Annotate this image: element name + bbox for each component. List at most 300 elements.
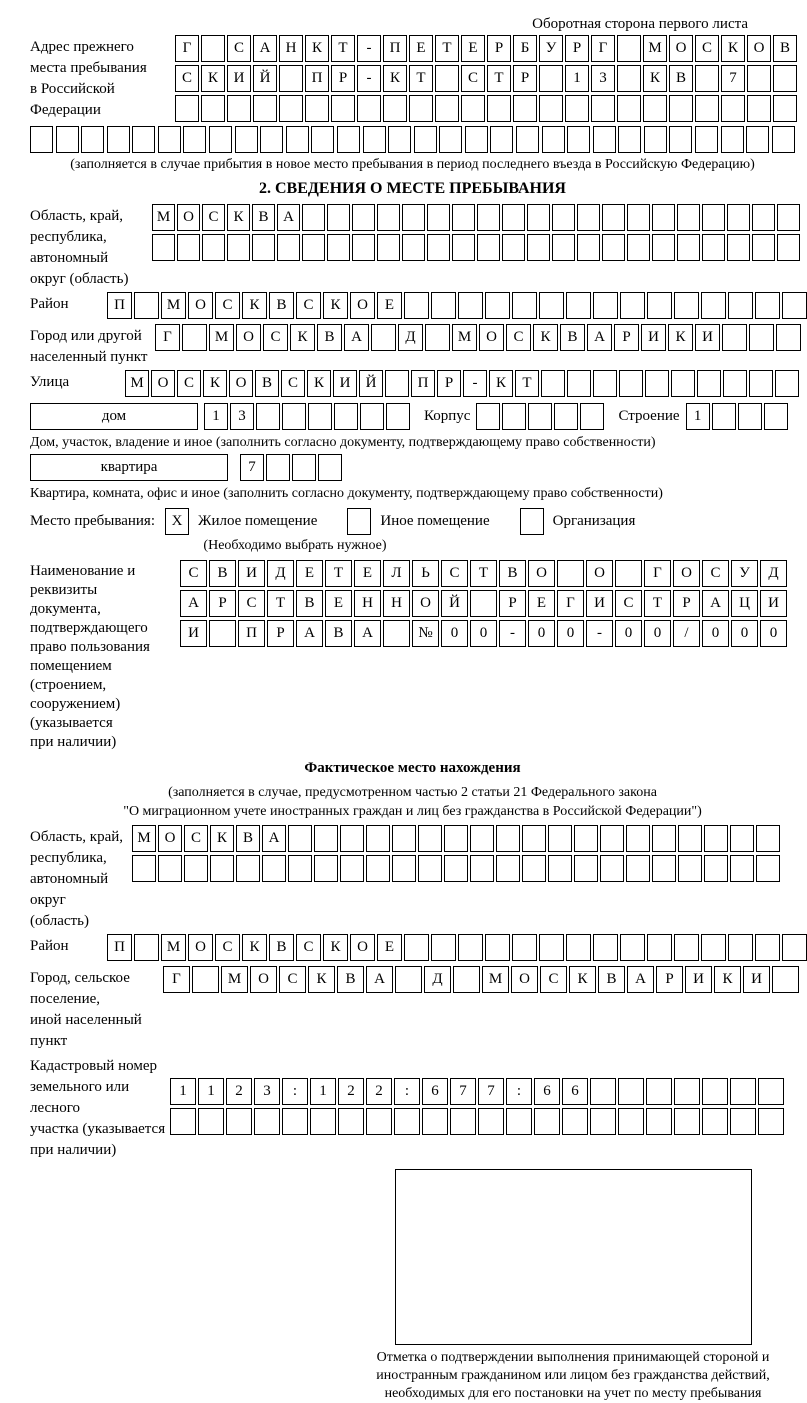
- char-cell[interactable]: [461, 95, 485, 122]
- char-cell[interactable]: [528, 403, 552, 430]
- char-cell[interactable]: [314, 825, 338, 852]
- char-cell[interactable]: №: [412, 620, 439, 647]
- char-cell[interactable]: [152, 234, 175, 261]
- char-cell[interactable]: С: [702, 560, 729, 587]
- char-cell[interactable]: [402, 204, 425, 231]
- char-cell[interactable]: [260, 126, 283, 153]
- char-cell[interactable]: [418, 855, 442, 882]
- char-cell[interactable]: [453, 966, 480, 993]
- char-cell[interactable]: [697, 370, 721, 397]
- char-cell[interactable]: Г: [557, 590, 584, 617]
- char-cell[interactable]: [377, 234, 400, 261]
- char-cell[interactable]: [565, 95, 589, 122]
- char-cell[interactable]: [756, 825, 780, 852]
- char-cell[interactable]: С: [296, 292, 321, 319]
- char-cell[interactable]: О: [528, 560, 555, 587]
- char-cell[interactable]: [539, 292, 564, 319]
- char-cell[interactable]: [427, 234, 450, 261]
- char-cell[interactable]: В: [669, 65, 693, 92]
- char-cell[interactable]: [282, 1108, 308, 1135]
- char-cell[interactable]: [747, 65, 771, 92]
- char-cell[interactable]: [465, 126, 488, 153]
- char-cell[interactable]: Й: [253, 65, 277, 92]
- char-cell[interactable]: -: [499, 620, 526, 647]
- char-cell[interactable]: [671, 370, 695, 397]
- char-cell[interactable]: [674, 292, 699, 319]
- char-cell[interactable]: [727, 234, 750, 261]
- char-cell[interactable]: [288, 855, 312, 882]
- char-cell[interactable]: Ь: [412, 560, 439, 587]
- char-cell[interactable]: [404, 934, 429, 961]
- char-cell[interactable]: 2: [338, 1078, 364, 1105]
- char-cell[interactable]: А: [344, 324, 369, 351]
- char-cell[interactable]: Р: [656, 966, 683, 993]
- char-cell[interactable]: [512, 292, 537, 319]
- char-cell[interactable]: [338, 1108, 364, 1135]
- char-cell[interactable]: [712, 403, 736, 430]
- char-cell[interactable]: [478, 1108, 504, 1135]
- char-cell[interactable]: [652, 204, 675, 231]
- char-cell[interactable]: [775, 370, 799, 397]
- char-cell[interactable]: [600, 855, 624, 882]
- char-cell[interactable]: О: [669, 35, 693, 62]
- char-cell[interactable]: [730, 825, 754, 852]
- char-cell[interactable]: Е: [461, 35, 485, 62]
- char-cell[interactable]: П: [238, 620, 265, 647]
- char-cell[interactable]: 7: [478, 1078, 504, 1105]
- char-cell[interactable]: [730, 1078, 756, 1105]
- char-cell[interactable]: [516, 126, 539, 153]
- char-cell[interactable]: С: [227, 35, 251, 62]
- char-cell[interactable]: К: [227, 204, 250, 231]
- char-cell[interactable]: [615, 560, 642, 587]
- char-cell[interactable]: [452, 234, 475, 261]
- char-cell[interactable]: [431, 934, 456, 961]
- char-cell[interactable]: Т: [644, 590, 671, 617]
- char-cell[interactable]: [337, 126, 360, 153]
- char-cell[interactable]: С: [695, 35, 719, 62]
- char-cell[interactable]: [394, 1108, 420, 1135]
- char-cell[interactable]: [577, 204, 600, 231]
- char-cell[interactable]: [496, 825, 520, 852]
- char-cell[interactable]: [539, 95, 563, 122]
- char-cell[interactable]: П: [305, 65, 329, 92]
- char-cell[interactable]: [627, 234, 650, 261]
- char-cell[interactable]: Н: [354, 590, 381, 617]
- char-cell[interactable]: [602, 234, 625, 261]
- char-cell[interactable]: [746, 126, 769, 153]
- char-cell[interactable]: А: [253, 35, 277, 62]
- char-cell[interactable]: [311, 126, 334, 153]
- char-cell[interactable]: 2: [226, 1078, 252, 1105]
- char-cell[interactable]: [502, 234, 525, 261]
- char-cell[interactable]: [513, 95, 537, 122]
- char-cell[interactable]: [107, 126, 130, 153]
- char-cell[interactable]: [302, 204, 325, 231]
- char-cell[interactable]: [184, 855, 208, 882]
- char-cell[interactable]: [747, 95, 771, 122]
- char-cell[interactable]: [134, 934, 159, 961]
- char-cell[interactable]: [182, 324, 207, 351]
- char-cell[interactable]: Р: [673, 590, 700, 617]
- char-cell[interactable]: О: [673, 560, 700, 587]
- char-cell[interactable]: [458, 292, 483, 319]
- char-cell[interactable]: М: [221, 966, 248, 993]
- char-cell[interactable]: С: [540, 966, 567, 993]
- char-cell[interactable]: [470, 855, 494, 882]
- char-cell[interactable]: [425, 324, 450, 351]
- char-cell[interactable]: 0: [702, 620, 729, 647]
- char-cell[interactable]: К: [533, 324, 558, 351]
- char-cell[interactable]: К: [721, 35, 745, 62]
- char-cell[interactable]: [56, 126, 79, 153]
- char-cell[interactable]: [452, 204, 475, 231]
- char-cell[interactable]: [385, 370, 409, 397]
- char-cell[interactable]: [777, 204, 800, 231]
- char-cell[interactable]: К: [668, 324, 693, 351]
- char-cell[interactable]: 6: [422, 1078, 448, 1105]
- char-cell[interactable]: [646, 1078, 672, 1105]
- char-cell[interactable]: [305, 95, 329, 122]
- char-cell[interactable]: [702, 204, 725, 231]
- checkbox-organizatsiya[interactable]: [520, 508, 544, 535]
- char-cell[interactable]: О: [250, 966, 277, 993]
- char-cell[interactable]: [593, 292, 618, 319]
- char-cell[interactable]: [577, 234, 600, 261]
- char-cell[interactable]: Т: [325, 560, 352, 587]
- char-cell[interactable]: П: [383, 35, 407, 62]
- char-cell[interactable]: [617, 95, 641, 122]
- char-cell[interactable]: Г: [155, 324, 180, 351]
- char-cell[interactable]: Р: [565, 35, 589, 62]
- char-cell[interactable]: К: [383, 65, 407, 92]
- char-cell[interactable]: О: [188, 292, 213, 319]
- char-cell[interactable]: [566, 934, 591, 961]
- char-cell[interactable]: О: [479, 324, 504, 351]
- char-cell[interactable]: [409, 95, 433, 122]
- char-cell[interactable]: [366, 1108, 392, 1135]
- char-cell[interactable]: А: [702, 590, 729, 617]
- char-cell[interactable]: [226, 1108, 252, 1135]
- char-cell[interactable]: С: [279, 966, 306, 993]
- char-cell[interactable]: [277, 234, 300, 261]
- char-cell[interactable]: [201, 35, 225, 62]
- char-cell[interactable]: [752, 234, 775, 261]
- char-cell[interactable]: [282, 403, 306, 430]
- char-cell[interactable]: [427, 204, 450, 231]
- char-cell[interactable]: С: [180, 560, 207, 587]
- char-cell[interactable]: К: [489, 370, 513, 397]
- char-cell[interactable]: [360, 403, 384, 430]
- char-cell[interactable]: 1: [310, 1078, 336, 1105]
- char-cell[interactable]: [730, 855, 754, 882]
- char-cell[interactable]: 0: [760, 620, 787, 647]
- char-cell[interactable]: С: [615, 590, 642, 617]
- char-cell[interactable]: [619, 370, 643, 397]
- char-cell[interactable]: [522, 825, 546, 852]
- char-cell[interactable]: Т: [331, 35, 355, 62]
- char-cell[interactable]: [646, 1108, 672, 1135]
- char-cell[interactable]: 2: [366, 1078, 392, 1105]
- char-cell[interactable]: Н: [279, 35, 303, 62]
- char-cell[interactable]: [627, 204, 650, 231]
- char-cell[interactable]: С: [215, 934, 240, 961]
- char-cell[interactable]: С: [441, 560, 468, 587]
- char-cell[interactable]: [404, 292, 429, 319]
- char-cell[interactable]: [496, 855, 520, 882]
- char-cell[interactable]: М: [125, 370, 149, 397]
- char-cell[interactable]: [772, 966, 799, 993]
- char-cell[interactable]: Р: [331, 65, 355, 92]
- char-cell[interactable]: [749, 370, 773, 397]
- char-cell[interactable]: [392, 825, 416, 852]
- char-cell[interactable]: О: [158, 825, 182, 852]
- char-cell[interactable]: [490, 126, 513, 153]
- char-cell[interactable]: [266, 454, 290, 481]
- char-cell[interactable]: [617, 65, 641, 92]
- char-cell[interactable]: И: [685, 966, 712, 993]
- char-cell[interactable]: А: [180, 590, 207, 617]
- char-cell[interactable]: [591, 95, 615, 122]
- char-cell[interactable]: [721, 126, 744, 153]
- char-cell[interactable]: [669, 126, 692, 153]
- char-cell[interactable]: [158, 126, 181, 153]
- char-cell[interactable]: В: [499, 560, 526, 587]
- char-cell[interactable]: [357, 95, 381, 122]
- char-cell[interactable]: [414, 126, 437, 153]
- char-cell[interactable]: К: [323, 292, 348, 319]
- char-cell[interactable]: Т: [267, 590, 294, 617]
- char-cell[interactable]: [548, 855, 572, 882]
- char-cell[interactable]: -: [357, 35, 381, 62]
- char-cell[interactable]: М: [482, 966, 509, 993]
- char-cell[interactable]: [618, 1108, 644, 1135]
- char-cell[interactable]: [758, 1078, 784, 1105]
- char-cell[interactable]: 3: [254, 1078, 280, 1105]
- char-cell[interactable]: [302, 234, 325, 261]
- char-cell[interactable]: [752, 204, 775, 231]
- char-cell[interactable]: [702, 1108, 728, 1135]
- char-cell[interactable]: [723, 370, 747, 397]
- char-cell[interactable]: К: [714, 966, 741, 993]
- char-cell[interactable]: [534, 1108, 560, 1135]
- char-cell[interactable]: И: [695, 324, 720, 351]
- char-cell[interactable]: [647, 292, 672, 319]
- char-cell[interactable]: [418, 825, 442, 852]
- char-cell[interactable]: [552, 234, 575, 261]
- char-cell[interactable]: О: [412, 590, 439, 617]
- char-cell[interactable]: [620, 292, 645, 319]
- char-cell[interactable]: [366, 855, 390, 882]
- char-cell[interactable]: В: [255, 370, 279, 397]
- char-cell[interactable]: Е: [296, 560, 323, 587]
- char-cell[interactable]: [371, 324, 396, 351]
- char-cell[interactable]: К: [201, 65, 225, 92]
- char-cell[interactable]: О: [747, 35, 771, 62]
- char-cell[interactable]: Р: [614, 324, 639, 351]
- char-cell[interactable]: [678, 855, 702, 882]
- char-cell[interactable]: 3: [591, 65, 615, 92]
- char-cell[interactable]: [618, 1078, 644, 1105]
- char-cell[interactable]: [476, 403, 500, 430]
- char-cell[interactable]: [366, 825, 390, 852]
- char-cell[interactable]: М: [643, 35, 667, 62]
- char-cell[interactable]: [158, 855, 182, 882]
- char-cell[interactable]: Р: [513, 65, 537, 92]
- char-cell[interactable]: [485, 934, 510, 961]
- char-cell[interactable]: :: [506, 1078, 532, 1105]
- char-cell[interactable]: К: [307, 370, 331, 397]
- char-cell[interactable]: [334, 403, 358, 430]
- char-cell[interactable]: [557, 560, 584, 587]
- char-cell[interactable]: [502, 403, 526, 430]
- char-cell[interactable]: [487, 95, 511, 122]
- char-cell[interactable]: В: [269, 934, 294, 961]
- char-cell[interactable]: А: [277, 204, 300, 231]
- char-cell[interactable]: [81, 126, 104, 153]
- char-cell[interactable]: Л: [383, 560, 410, 587]
- char-cell[interactable]: К: [323, 934, 348, 961]
- char-cell[interactable]: С: [263, 324, 288, 351]
- char-cell[interactable]: [652, 855, 676, 882]
- char-cell[interactable]: [618, 126, 641, 153]
- char-cell[interactable]: [477, 234, 500, 261]
- char-cell[interactable]: [721, 95, 745, 122]
- char-cell[interactable]: 0: [528, 620, 555, 647]
- char-cell[interactable]: [695, 65, 719, 92]
- char-cell[interactable]: [470, 590, 497, 617]
- char-cell[interactable]: В: [317, 324, 342, 351]
- char-cell[interactable]: У: [731, 560, 758, 587]
- char-cell[interactable]: [235, 126, 258, 153]
- char-cell[interactable]: Н: [383, 590, 410, 617]
- char-cell[interactable]: [590, 1108, 616, 1135]
- char-cell[interactable]: [574, 825, 598, 852]
- char-cell[interactable]: О: [511, 966, 538, 993]
- char-cell[interactable]: С: [461, 65, 485, 92]
- char-cell[interactable]: [590, 1078, 616, 1105]
- char-cell[interactable]: И: [180, 620, 207, 647]
- char-cell[interactable]: К: [210, 825, 234, 852]
- char-cell[interactable]: [539, 934, 564, 961]
- char-cell[interactable]: [593, 934, 618, 961]
- char-cell[interactable]: [256, 403, 280, 430]
- char-cell[interactable]: [701, 292, 726, 319]
- char-cell[interactable]: [727, 204, 750, 231]
- char-cell[interactable]: Д: [424, 966, 451, 993]
- char-cell[interactable]: О: [350, 292, 375, 319]
- char-cell[interactable]: [728, 292, 753, 319]
- char-cell[interactable]: [331, 95, 355, 122]
- char-cell[interactable]: [209, 126, 232, 153]
- char-cell[interactable]: [722, 324, 747, 351]
- char-cell[interactable]: К: [242, 292, 267, 319]
- char-cell[interactable]: Д: [267, 560, 294, 587]
- char-cell[interactable]: [327, 234, 350, 261]
- char-cell[interactable]: К: [308, 966, 335, 993]
- char-cell[interactable]: [395, 966, 422, 993]
- char-cell[interactable]: [527, 234, 550, 261]
- char-cell[interactable]: А: [366, 966, 393, 993]
- char-cell[interactable]: [644, 126, 667, 153]
- char-cell[interactable]: [327, 204, 350, 231]
- char-cell[interactable]: С: [177, 370, 201, 397]
- char-cell[interactable]: [702, 1078, 728, 1105]
- char-cell[interactable]: [527, 204, 550, 231]
- char-cell[interactable]: [522, 855, 546, 882]
- char-cell[interactable]: С: [175, 65, 199, 92]
- char-cell[interactable]: [704, 825, 728, 852]
- char-cell[interactable]: [236, 855, 260, 882]
- char-cell[interactable]: В: [325, 620, 352, 647]
- char-cell[interactable]: У: [539, 35, 563, 62]
- char-cell[interactable]: [626, 825, 650, 852]
- char-cell[interactable]: В: [269, 292, 294, 319]
- char-cell[interactable]: С: [184, 825, 208, 852]
- char-cell[interactable]: П: [107, 934, 132, 961]
- char-cell[interactable]: Т: [435, 35, 459, 62]
- char-cell[interactable]: [444, 855, 468, 882]
- char-cell[interactable]: К: [242, 934, 267, 961]
- char-cell[interactable]: [450, 1108, 476, 1135]
- char-cell[interactable]: В: [252, 204, 275, 231]
- char-cell[interactable]: [132, 855, 156, 882]
- char-cell[interactable]: [677, 204, 700, 231]
- char-cell[interactable]: В: [236, 825, 260, 852]
- char-cell[interactable]: В: [598, 966, 625, 993]
- char-cell[interactable]: [728, 934, 753, 961]
- char-cell[interactable]: О: [177, 204, 200, 231]
- char-cell[interactable]: [772, 126, 795, 153]
- char-cell[interactable]: [677, 234, 700, 261]
- char-cell[interactable]: [755, 934, 780, 961]
- char-cell[interactable]: [702, 234, 725, 261]
- char-cell[interactable]: М: [161, 934, 186, 961]
- char-cell[interactable]: [444, 825, 468, 852]
- char-cell[interactable]: [755, 292, 780, 319]
- char-cell[interactable]: К: [290, 324, 315, 351]
- char-cell[interactable]: В: [560, 324, 585, 351]
- char-cell[interactable]: Е: [377, 292, 402, 319]
- char-cell[interactable]: [674, 1108, 700, 1135]
- char-cell[interactable]: :: [394, 1078, 420, 1105]
- char-cell[interactable]: [392, 855, 416, 882]
- char-cell[interactable]: [477, 204, 500, 231]
- char-cell[interactable]: О: [188, 934, 213, 961]
- char-cell[interactable]: [340, 855, 364, 882]
- char-cell[interactable]: [435, 95, 459, 122]
- char-cell[interactable]: Р: [487, 35, 511, 62]
- char-cell[interactable]: [773, 95, 797, 122]
- char-cell[interactable]: [701, 934, 726, 961]
- char-cell[interactable]: [431, 292, 456, 319]
- char-cell[interactable]: [541, 370, 565, 397]
- char-cell[interactable]: [600, 825, 624, 852]
- char-cell[interactable]: [738, 403, 762, 430]
- char-cell[interactable]: [201, 95, 225, 122]
- checkbox-inoe[interactable]: [347, 508, 371, 535]
- char-cell[interactable]: С: [281, 370, 305, 397]
- char-cell[interactable]: [170, 1108, 196, 1135]
- char-cell[interactable]: Г: [175, 35, 199, 62]
- char-cell[interactable]: -: [586, 620, 613, 647]
- char-cell[interactable]: [502, 204, 525, 231]
- char-cell[interactable]: [506, 1108, 532, 1135]
- char-cell[interactable]: [645, 370, 669, 397]
- char-cell[interactable]: [566, 292, 591, 319]
- char-cell[interactable]: 0: [644, 620, 671, 647]
- char-cell[interactable]: М: [161, 292, 186, 319]
